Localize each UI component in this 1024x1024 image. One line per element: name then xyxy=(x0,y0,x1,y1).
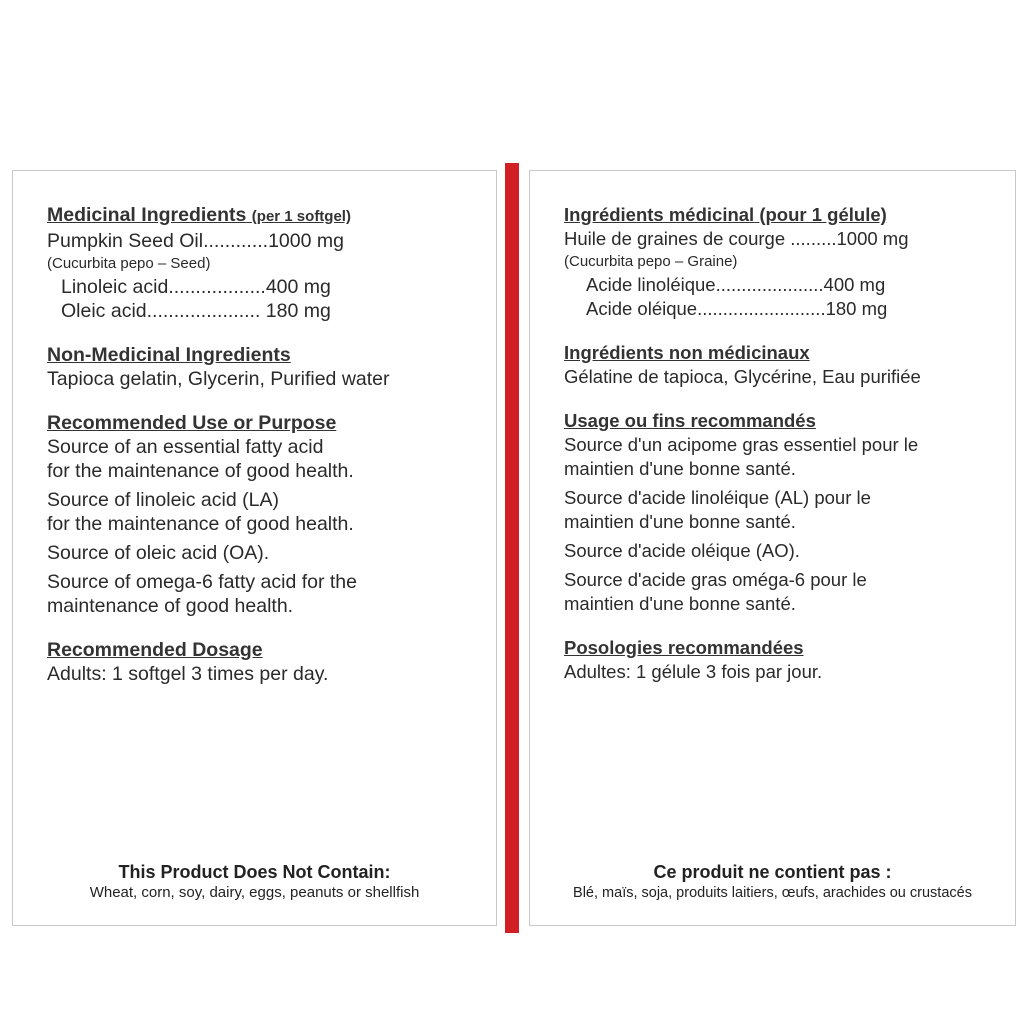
ingredient-source: (Cucurbita pepo – Graine) xyxy=(564,253,738,270)
use-item xyxy=(47,570,486,618)
use-item-line: Source d'acide gras oméga-6 pour le xyxy=(564,569,867,590)
medicinal-ingredients-section xyxy=(564,203,1005,321)
use-item-line: Source d'acide linoléique (AL) pour le xyxy=(564,487,871,508)
dosage-heading: Posologies recommandées xyxy=(564,637,804,658)
use-item xyxy=(47,488,486,536)
allergen-footer xyxy=(530,861,1015,903)
recommended-use-section xyxy=(564,409,1005,616)
english-label-content xyxy=(47,203,486,706)
use-item-line: for the maintenance of good health. xyxy=(47,513,354,535)
french-label-content xyxy=(564,203,1005,704)
non-medicinal-heading: Non-Medicinal Ingredients xyxy=(47,344,291,366)
use-item-line: Source of linoleic acid (LA) xyxy=(47,489,279,511)
dosage-heading: Recommended Dosage xyxy=(47,639,263,661)
use-item xyxy=(564,433,1005,481)
dosage-section xyxy=(564,636,1005,684)
red-divider-bar xyxy=(505,163,519,933)
use-item xyxy=(564,539,1005,563)
ingredient-pumpkin-seed-oil: Pumpkin Seed Oil............1000 mg xyxy=(47,230,344,252)
recommended-use-section xyxy=(47,411,486,618)
french-label-panel xyxy=(529,170,1016,926)
allergen-list: Wheat, corn, soy, dairy, eggs, peanuts or shellfish xyxy=(89,884,420,901)
use-item-line: Source of an essential fatty acid xyxy=(47,436,324,458)
use-item xyxy=(47,541,486,565)
use-item-line: maintien d'une bonne santé. xyxy=(564,511,796,532)
allergen-list: Blé, maïs, soja, produits laitiers, œufs, arachides ou crustacés xyxy=(573,885,972,901)
use-item xyxy=(564,486,1005,534)
ingredient-oleic-acid: Acide oléique.........................180 mg xyxy=(586,298,888,319)
use-item-line: Source of omega-6 fatty acid for the xyxy=(47,571,358,593)
use-item-line: Source of oleic acid (OA). xyxy=(47,542,270,564)
use-item-line: maintien d'une bonne santé. xyxy=(564,458,796,479)
allergen-title: Ce produit ne contient pas : xyxy=(653,862,892,882)
medicinal-ingredients-section xyxy=(47,203,486,323)
recommended-use-heading: Usage ou fins recommandés xyxy=(564,410,816,431)
dosage-section xyxy=(47,638,486,686)
heading-text: Medicinal Ingredients xyxy=(47,204,247,226)
non-medicinal-section xyxy=(564,341,1005,389)
use-item xyxy=(47,435,486,483)
use-item-line: for the maintenance of good health. xyxy=(47,460,354,482)
recommended-use-heading: Recommended Use or Purpose xyxy=(47,412,337,434)
dosage-text: Adultes: 1 gélule 3 fois par jour. xyxy=(564,661,823,682)
use-item-line: maintenance of good health. xyxy=(47,595,294,617)
non-medicinal-heading: Ingrédients non médicinaux xyxy=(564,342,810,363)
ingredient-linoleic-acid: Acide linoléique.....................400 mg xyxy=(586,274,886,295)
ingredient-source: (Cucurbita pepo – Seed) xyxy=(47,255,211,272)
ingredient-pumpkin-seed-oil: Huile de graines de courge .........1000 mg xyxy=(564,228,909,249)
use-item-line: Source d'un acipome gras essentiel pour le xyxy=(564,434,919,455)
ingredient-linoleic-acid: Linoleic acid..................400 mg xyxy=(61,276,331,298)
use-item-line: Source d'acide oléique (AO). xyxy=(564,540,800,561)
medicinal-ingredients-heading xyxy=(564,203,1005,227)
use-item-line: maintien d'une bonne santé. xyxy=(564,593,796,614)
non-medicinal-section xyxy=(47,343,486,391)
allergen-footer xyxy=(13,861,496,903)
non-medicinal-text: Gélatine de tapioca, Glycérine, Eau purifiée xyxy=(564,366,921,387)
heading-note: (pour 1 gélule) xyxy=(759,204,887,225)
dosage-text: Adults: 1 softgel 3 times per day. xyxy=(47,663,329,685)
heading-note: (per 1 softgel) xyxy=(251,208,351,225)
use-item xyxy=(564,568,1005,616)
ingredient-oleic-acid: Oleic acid..................... 180 mg xyxy=(61,300,331,322)
medicinal-ingredients-heading xyxy=(47,203,486,229)
english-label-panel xyxy=(12,170,497,926)
allergen-title: This Product Does Not Contain: xyxy=(118,862,391,882)
non-medicinal-text: Tapioca gelatin, Glycerin, Purified water xyxy=(47,368,390,390)
heading-text: Ingrédients médicinal xyxy=(564,204,755,225)
